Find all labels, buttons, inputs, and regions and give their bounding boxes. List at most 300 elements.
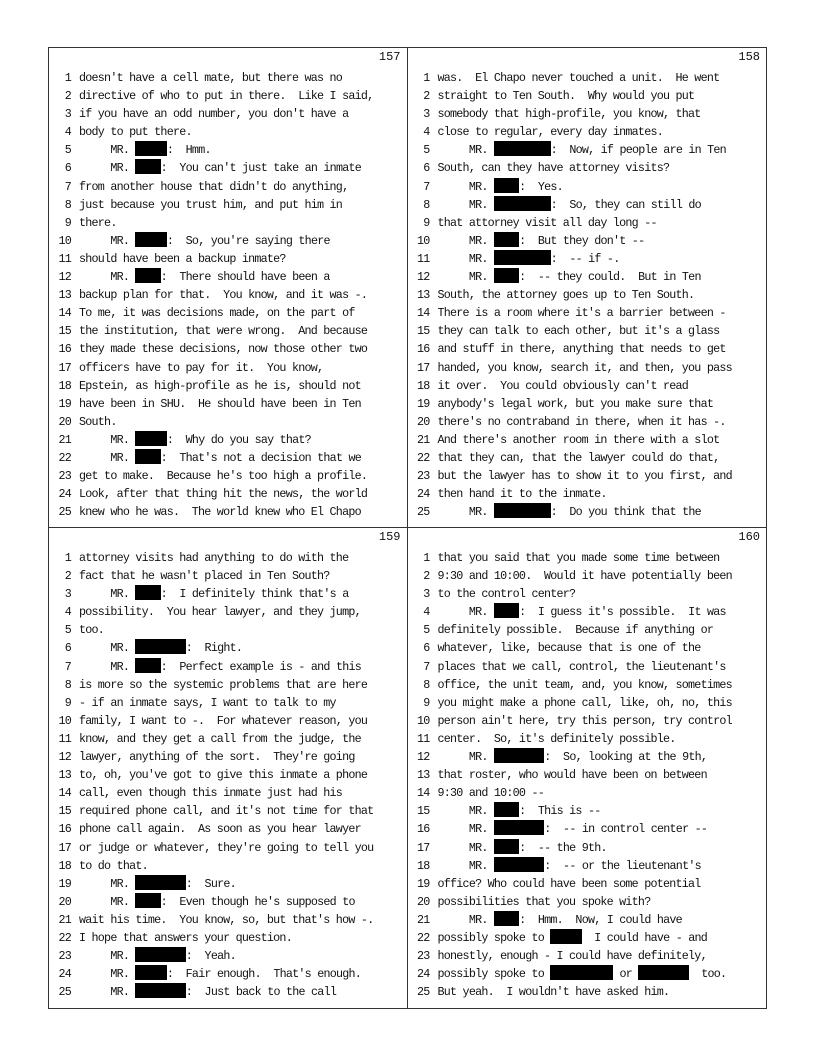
line-number: 8 [64, 677, 71, 692]
text-segment: MR. [79, 967, 136, 982]
text-segment: from another house that didn't do anything, [79, 179, 349, 194]
line-number: 3 [64, 107, 71, 122]
transcript-line [408, 694, 767, 712]
line-text [79, 322, 407, 340]
transcript-line [408, 105, 767, 123]
line-text [79, 802, 407, 820]
line-number: 23 [416, 949, 430, 964]
line-number: 13 [58, 768, 71, 783]
line-text [438, 87, 767, 105]
text-segment: anybody's legal work, but you make sure that [437, 396, 714, 411]
line-number: 14 [58, 306, 71, 321]
text-segment: MR. [79, 270, 136, 285]
line-number: 15 [416, 804, 430, 819]
line-text [79, 965, 407, 983]
page-number: 160 [738, 530, 760, 544]
line-text [438, 857, 767, 875]
transcript-line [408, 359, 767, 377]
text-segment: MR. [79, 659, 136, 674]
line-number: 9 [423, 695, 430, 710]
line-number: 1 [64, 551, 71, 565]
text-segment: attorney visits had anything to do with the [79, 551, 349, 565]
line-text [79, 105, 407, 123]
line-number: 2 [423, 569, 430, 584]
line-number: 7 [64, 179, 71, 194]
transcript-line [408, 232, 767, 250]
line-text [438, 286, 767, 304]
line-number: 19 [416, 396, 430, 411]
line-text [79, 413, 407, 431]
line-number: 2 [423, 89, 430, 104]
transcript-line [408, 87, 767, 105]
line-text [438, 69, 767, 87]
transcript-line [49, 250, 407, 268]
transcript-lines [49, 69, 407, 521]
line-number: 23 [58, 469, 71, 484]
text-segment: just because you trust him, and put him in [79, 197, 343, 212]
text-segment: but the lawyer has to show it to you first, and [437, 469, 732, 484]
line-number: 24 [416, 967, 430, 982]
text-segment: was. El Chapo never touched a unit. He went [437, 71, 720, 85]
text-segment: there. [79, 215, 117, 230]
text-segment: or judge or whatever, they're going to tell you [79, 840, 374, 855]
text-segment: : This is -- [519, 804, 601, 819]
line-number: 16 [416, 822, 430, 837]
text-segment: that attorney visit all day long -- [437, 215, 657, 230]
transcript-line [49, 748, 407, 766]
line-number: 15 [58, 324, 71, 339]
transcript-line [49, 784, 407, 802]
line-number: 3 [64, 587, 71, 602]
line-number: 22 [416, 450, 430, 465]
text-segment: : -- if -. [550, 251, 620, 266]
line-number: 24 [58, 967, 71, 982]
line-number: 22 [416, 930, 430, 945]
redaction-bar [494, 141, 551, 156]
line-number: 10 [416, 713, 430, 728]
line-number: 4 [64, 605, 71, 620]
transcript-line [408, 449, 767, 467]
text-segment: they can talk to each other, but it's a glass [437, 324, 720, 339]
transcript-line [49, 658, 407, 676]
transcript-line [408, 485, 767, 503]
redaction-bar [135, 141, 167, 156]
line-number: 17 [416, 840, 430, 855]
redaction-bar [135, 232, 167, 247]
line-number: 17 [58, 360, 71, 375]
text-segment: : Fair enough. That's enough. [166, 967, 362, 982]
line-number: 5 [64, 143, 71, 158]
line-number: 4 [64, 125, 71, 140]
text-segment: you might make a phone call, like, oh, no, this [437, 695, 732, 710]
line-number: 14 [416, 306, 430, 321]
text-segment: too. [79, 623, 105, 638]
transcript-line [408, 395, 767, 413]
line-number: 25 [416, 505, 430, 520]
transcript-line [49, 449, 407, 467]
text-segment: MR. [437, 505, 494, 520]
line-text [438, 893, 767, 911]
transcript-line [49, 567, 407, 585]
text-segment: MR. [79, 894, 136, 909]
line-number: 1 [64, 71, 71, 85]
text-segment: : Now, if people are in Ten [550, 143, 726, 158]
text-segment: handed, you know, search it, and then, you pass [437, 360, 732, 375]
text-segment: But yeah. I wouldn't have asked him. [437, 985, 670, 1000]
text-segment: MR. [79, 587, 136, 602]
text-segment: straight to Ten South. Why would you put [437, 89, 695, 104]
line-number: 21 [416, 912, 430, 927]
line-text [79, 141, 407, 159]
line-number: 6 [64, 161, 71, 176]
transcript-line [408, 304, 767, 322]
line-text [438, 929, 767, 947]
transcript-line [408, 875, 767, 893]
text-segment: MR. [437, 822, 494, 837]
transcript-line [408, 730, 767, 748]
line-text [438, 196, 767, 214]
line-text [79, 639, 407, 657]
line-text [438, 730, 767, 748]
transcript-line [49, 377, 407, 395]
line-text [79, 503, 407, 521]
line-number: 8 [423, 677, 430, 692]
text-segment: : Just back to the call [185, 985, 337, 1000]
transcript-line [49, 395, 407, 413]
text-segment: MR. [79, 985, 136, 1000]
transcript-line [408, 658, 767, 676]
transcript-line [408, 639, 767, 657]
page-number: 157 [378, 50, 401, 64]
text-segment: MR. [437, 197, 494, 212]
line-text [79, 232, 407, 250]
text-segment: 9:30 and 10:00 -- [437, 786, 544, 801]
redaction-bar [135, 965, 167, 980]
transcript-line [408, 549, 767, 567]
line-text [79, 340, 407, 358]
transcript-line [408, 178, 767, 196]
line-text [438, 214, 767, 232]
line-text [438, 621, 767, 639]
text-segment: then hand it to the inmate. [437, 487, 607, 502]
text-segment: MR. [437, 179, 494, 194]
transcript-line [49, 214, 407, 232]
line-text [438, 141, 767, 159]
redaction-bar [135, 947, 185, 962]
line-number: 9 [64, 695, 71, 710]
transcript-line [408, 766, 767, 784]
line-number: 21 [416, 432, 430, 447]
transcript-line [49, 983, 407, 1001]
line-number: 16 [58, 822, 71, 837]
transcript-line [49, 503, 407, 521]
line-text [438, 676, 767, 694]
redaction-bar [494, 839, 519, 854]
text-segment: : -- or the lieutenant's [544, 858, 701, 873]
redaction-bar [494, 603, 519, 618]
transcript-line [49, 69, 407, 87]
line-text [438, 748, 767, 766]
line-number: 25 [58, 985, 71, 1000]
text-segment: : Yeah. [185, 949, 236, 964]
line-text [438, 639, 767, 657]
transcript-line [49, 467, 407, 485]
line-text [79, 377, 407, 395]
line-text [79, 911, 407, 929]
line-text [79, 621, 407, 639]
line-number: 20 [416, 894, 430, 909]
text-segment: get to make. Because he's too high a profile. [79, 469, 368, 484]
text-segment: wait his time. You know, so, but that's how -. [79, 912, 374, 927]
redaction-bar [494, 820, 544, 835]
line-number: 25 [416, 985, 430, 1000]
line-number: 21 [58, 432, 71, 447]
text-segment: MR. [437, 804, 494, 819]
text-segment: should have been a backup inmate? [79, 251, 286, 266]
line-text [79, 286, 407, 304]
redaction-bar [494, 178, 519, 193]
line-number: 8 [64, 197, 71, 212]
transcript-line [408, 585, 767, 603]
text-segment: that they can, that the lawyer could do that, [437, 450, 720, 465]
line-number: 18 [416, 858, 430, 873]
text-segment: phone call again. As soon as you hear lawyer [79, 822, 361, 837]
line-text [438, 178, 767, 196]
transcript-line [408, 748, 767, 766]
transcript-line [49, 893, 407, 911]
transcript-line [49, 413, 407, 431]
transcript-lines [408, 549, 767, 1001]
line-text [79, 123, 407, 141]
line-number: 1 [423, 551, 430, 565]
text-segment: Look, after that thing hit the news, the world [79, 487, 368, 502]
transcript-line [49, 304, 407, 322]
line-number: 17 [58, 840, 71, 855]
transcript-line [408, 676, 767, 694]
text-segment: : I definitely think that's a [160, 587, 349, 602]
redaction-bar [494, 911, 519, 926]
transcript-line [49, 322, 407, 340]
transcript-line [49, 875, 407, 893]
line-text [79, 766, 407, 784]
transcript-line [49, 639, 407, 657]
line-number: 18 [416, 378, 430, 393]
line-number: 3 [423, 107, 430, 122]
text-segment: Epstein, as high-profile as he is, should not [79, 378, 361, 393]
text-segment: 9:30 and 10:00. Would it have potentially been [437, 569, 732, 584]
text-segment: MR. [79, 432, 136, 447]
line-text [79, 69, 407, 87]
redaction-bar [638, 965, 688, 980]
line-number: 10 [58, 713, 71, 728]
transcript-line [408, 784, 767, 802]
line-text [438, 658, 767, 676]
page-number: 158 [738, 50, 760, 64]
redaction-bar [494, 196, 551, 211]
redaction-bar [135, 639, 185, 654]
text-segment: required phone call, and it's not time for that [79, 804, 374, 819]
line-text [79, 694, 407, 712]
text-segment: : So, looking at the 9th, [544, 750, 708, 765]
text-segment: MR. [79, 450, 136, 465]
line-text [79, 214, 407, 232]
text-segment: MR. [437, 858, 494, 873]
text-segment: they made these decisions, now those other two [79, 342, 368, 357]
text-segment: that roster, who would have been on between [437, 768, 707, 783]
transcript-lines [49, 549, 407, 1001]
line-number: 16 [58, 342, 71, 357]
line-number: 19 [58, 876, 71, 891]
line-text [438, 766, 767, 784]
text-segment: or [613, 967, 639, 982]
transcript-line [49, 766, 407, 784]
line-number: 13 [416, 288, 430, 303]
text-segment: family, I want to -. For whatever reason, you [79, 713, 368, 728]
transcript-line [408, 983, 767, 1001]
redaction-bar [135, 449, 160, 464]
transcript-line [49, 857, 407, 875]
redaction-bar [135, 875, 185, 890]
line-text [438, 159, 767, 177]
transcript-line [49, 947, 407, 965]
text-segment: : Sure. [185, 876, 236, 891]
text-segment: definitely possible. Because if anything or [437, 623, 714, 638]
transcript-line [49, 676, 407, 694]
text-segment: knew who he was. The world knew who El Chapo [79, 505, 361, 520]
text-segment: : Hmm. Now, I could have [519, 912, 682, 927]
line-number: 14 [416, 786, 430, 801]
text-segment: MR. [79, 876, 136, 891]
line-text [79, 893, 407, 911]
line-text [438, 105, 767, 123]
text-segment: MR. [79, 233, 136, 248]
line-number: 7 [64, 659, 71, 674]
transcript-line [408, 712, 767, 730]
transcript-line [49, 196, 407, 214]
transcript-line [49, 839, 407, 857]
line-text [438, 413, 767, 431]
text-segment: MR. [79, 143, 136, 158]
line-text [79, 449, 407, 467]
text-segment: MR. [437, 912, 494, 927]
transcript-lines [408, 69, 767, 521]
line-text [438, 965, 767, 983]
text-segment: and stuff in there, anything that needs to get [437, 342, 726, 357]
text-segment: honestly, enough - I could have definitely, [437, 949, 707, 964]
line-number: 12 [416, 270, 430, 285]
line-text [79, 947, 407, 965]
text-segment: MR. [79, 949, 136, 964]
line-number: 3 [423, 587, 430, 602]
line-number: 4 [423, 605, 430, 620]
redaction-bar [494, 268, 519, 283]
line-text [79, 359, 407, 377]
line-number: 7 [423, 179, 430, 194]
line-text [79, 485, 407, 503]
text-segment: MR. [437, 750, 494, 765]
line-number: 15 [416, 324, 430, 339]
line-text [79, 839, 407, 857]
line-text [438, 123, 767, 141]
text-segment: MR. [437, 270, 494, 285]
redaction-bar [494, 802, 519, 817]
transcript-line [49, 268, 407, 286]
line-text [438, 802, 767, 820]
text-segment: if you have an odd number, you don't have a [79, 107, 349, 122]
transcript-line [49, 603, 407, 621]
line-number: 25 [58, 505, 71, 520]
text-segment: : There should have been a [160, 270, 330, 285]
text-segment: possibly spoke to [437, 967, 551, 982]
text-segment: office, the unit team, and, you know, sometimes [437, 677, 732, 692]
text-segment: MR. [437, 143, 494, 158]
line-text [79, 820, 407, 838]
line-number: 23 [58, 949, 71, 964]
transcript-line [49, 159, 407, 177]
line-text [79, 585, 407, 603]
line-number: 19 [58, 396, 71, 411]
text-segment: - if an inmate says, I want to talk to my [79, 695, 336, 710]
line-number: 2 [64, 569, 71, 584]
text-segment: body to put there. [79, 125, 192, 140]
transcript-line [408, 621, 767, 639]
text-segment: somebody that high-profile, you know, that [437, 107, 701, 122]
line-text [438, 395, 767, 413]
line-text [79, 929, 407, 947]
redaction-bar [494, 250, 551, 265]
line-number: 18 [58, 858, 71, 873]
line-text [438, 467, 767, 485]
transcript-line [408, 965, 767, 983]
transcript-line [49, 911, 407, 929]
text-segment: : I guess it's possible. It was [519, 605, 726, 620]
redaction-bar [494, 503, 551, 518]
transcript-line [408, 467, 767, 485]
line-text [438, 549, 767, 567]
line-number: 20 [58, 894, 71, 909]
text-segment: close to regular, every day inmates. [437, 125, 663, 140]
line-number: 24 [416, 487, 430, 502]
redaction-bar [135, 893, 160, 908]
line-number: 6 [423, 161, 430, 176]
text-segment: MR. [437, 840, 494, 855]
line-number: 6 [423, 641, 430, 656]
transcript-line [49, 694, 407, 712]
line-text [438, 359, 767, 377]
text-segment: : But they don't -- [519, 233, 645, 248]
line-number: 15 [58, 804, 71, 819]
transcript-line [408, 431, 767, 449]
line-number: 2 [64, 89, 71, 104]
text-segment: there's no contraband in there, when it has -. [437, 414, 726, 429]
redaction-bar [494, 232, 519, 247]
line-text [79, 467, 407, 485]
line-text [79, 875, 407, 893]
line-number: 22 [58, 930, 71, 945]
text-segment: : -- they could. But in Ten [519, 270, 701, 285]
transcript-page [408, 48, 767, 528]
transcript-line [408, 69, 767, 87]
line-text [438, 304, 767, 322]
redaction-bar [550, 965, 613, 980]
redaction-bar [135, 658, 160, 673]
text-segment: fact that he wasn't placed in Ten South? [79, 569, 330, 584]
transcript-page [408, 528, 767, 1008]
redaction-bar [135, 983, 185, 998]
line-number: 14 [58, 786, 71, 801]
transcript-line [408, 159, 767, 177]
transcript-line [408, 413, 767, 431]
